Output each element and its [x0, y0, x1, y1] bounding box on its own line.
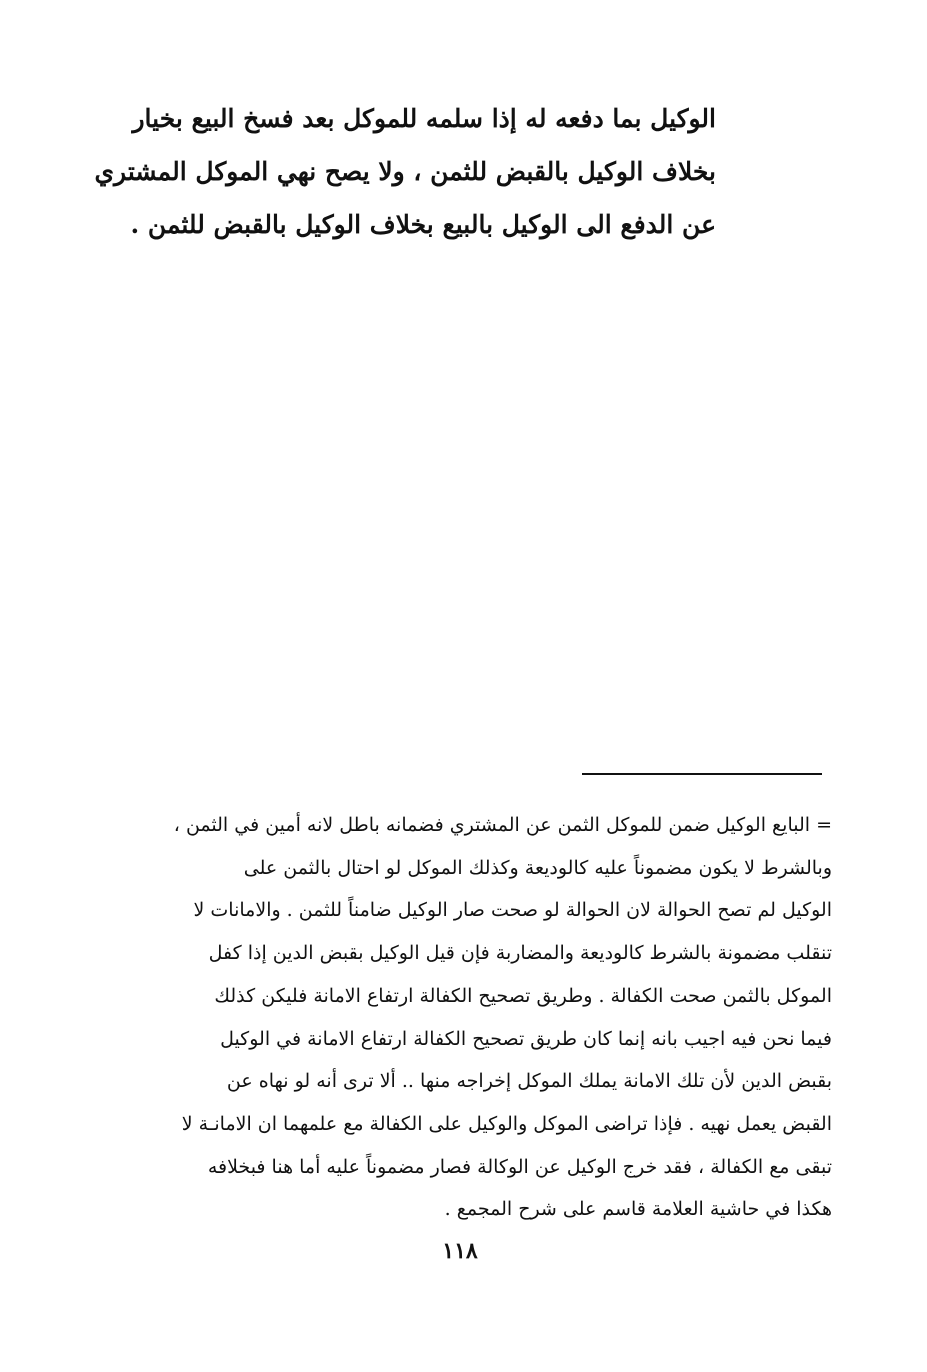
- page-number: ١١٨: [442, 1238, 478, 1264]
- main-text-block: [70, 92, 716, 251]
- footnote-line: القبض يعمل نهيه . فإذا تراضى الموكل والوكيل على الكفالة مع علمهما ان الامانـة لا: [181, 1112, 832, 1135]
- main-text-line: عن الدفع الى الوكيل بالبيع بخلاف الوكيل بالقبض للثمن .: [130, 210, 716, 239]
- main-text-line: بخلاف الوكيل بالقبض للثمن ، ولا يصح نهي الموكل المشتري: [94, 157, 716, 186]
- footnote-block: [68, 804, 832, 1231]
- footnote-line: تبقى مع الكفالة ، فقد خرج الوكيل عن الوكالة فصار مضموناً عليه أما هنا فبخلافه: [207, 1155, 832, 1178]
- footnote-line: بقبض الدين لأن تلك الامانة يملك الموكل إخراجه منها .. ألا ترى أنه لو نهاه عن: [226, 1070, 832, 1093]
- footnote-line: = البايع الوكيل ضمن للموكل الثمن عن المشتري فضمانه باطل لانه أمين في الثمن ،: [173, 814, 832, 836]
- footnote-line: هكذا في حاشية العلامة قاسم على شرح المجمع .: [444, 1198, 832, 1221]
- footnote-line: فيما نحن فيه اجيب بانه إنما كان طريق تصحيح الكفالة ارتفاع الامانة في الوكيل: [220, 1027, 832, 1050]
- footnote-divider: [582, 773, 822, 775]
- footnote-line: وبالشرط لا يكون مضموناً عليه كالوديعة وكذلك الموكل لو احتال بالثمن على: [243, 856, 832, 879]
- footnote-line: الموكل بالثمن صحت الكفالة . وطريق تصحيح الكفالة ارتفاع الامانة فليكن كذلك: [214, 984, 832, 1007]
- footnote-line: تنقلب مضمونة بالشرط كالوديعة والمضاربة فإن قيل الوكيل بقبض الدين إذا كفل: [208, 942, 832, 965]
- footnote-line: الوكيل لم تصح الحوالة لان الحوالة لو صحت صار الوكيل ضامناً للثمن . والامانات لا: [193, 899, 832, 922]
- main-text-line: الوكيل بما دفعه له إذا سلمه للموكل بعد فسخ البيع بخيار: [132, 104, 716, 133]
